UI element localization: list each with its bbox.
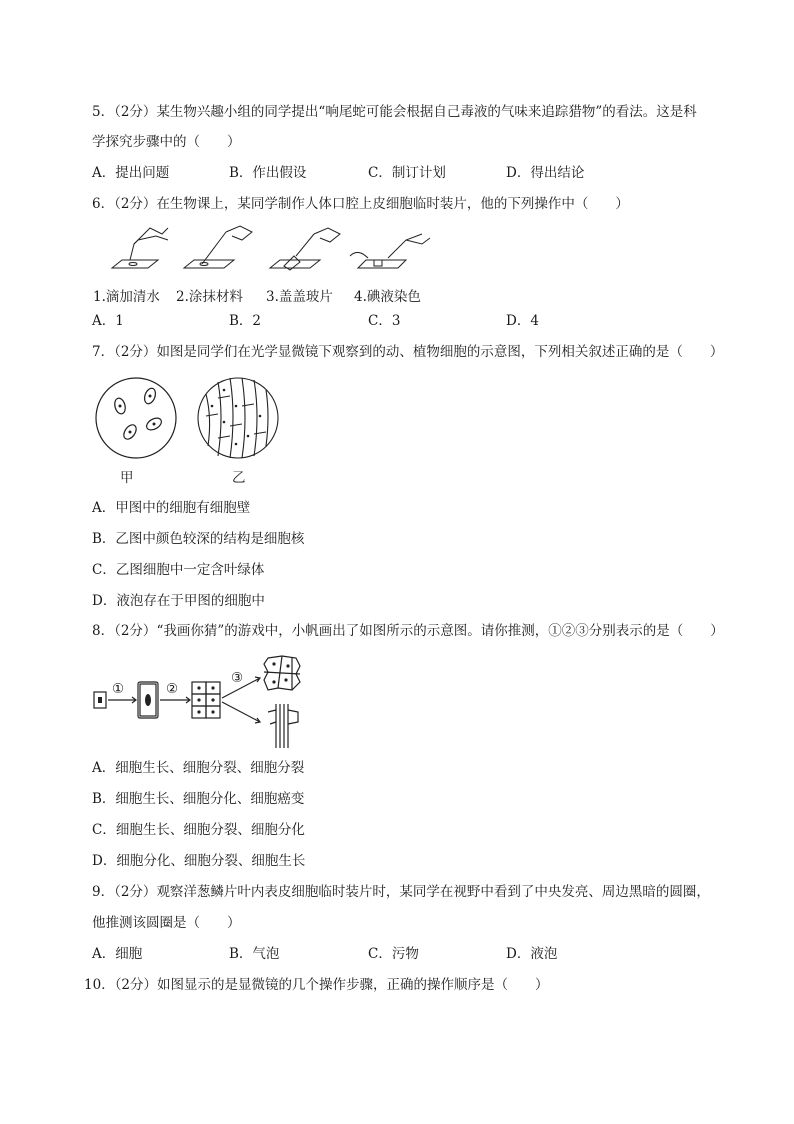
question-score: （2分）: [114, 884, 157, 900]
option-d: D．液泡存在于甲图的细胞中: [92, 593, 265, 609]
question-score: （2分）: [114, 344, 157, 360]
drop-water-illustration: [112, 228, 168, 268]
question-score: （2分）: [114, 196, 157, 212]
process-label-1: ①: [112, 681, 125, 697]
iodine-stain-illustration: [350, 234, 430, 268]
question-text: 观察洋葱鳞片叶内表皮细胞临时装片时，某同学在视野中看到了中央发亮、周边黑暗的圆圈，: [156, 884, 710, 900]
question-10-stem: 10．（2分）如图显示的是显微镜的几个操作步骤，正确的操作顺序是（ ）: [84, 977, 549, 993]
option-a: A．1: [92, 313, 124, 329]
option-d: D．得出结论: [506, 165, 585, 181]
question-number: 8: [92, 623, 101, 639]
coverslip-illustration: [270, 228, 340, 270]
question-text: 如图显示的是显微镜的几个操作步骤，正确的操作顺序是（ ）: [157, 977, 549, 993]
option-d: D．液泡: [506, 946, 558, 962]
question-number: 9: [92, 884, 101, 900]
question-text: 某生物兴趣小组的同学提出“响尾蛇可能会根据自己毒液的气味来追踪猎物”的看法。这是科: [156, 104, 697, 120]
question-text: 如图是同学们在光学显微镜下观察到的动、植物细胞的示意图，下列相关叙述正确的是（ ）: [156, 344, 724, 360]
option-b: B．气泡: [229, 946, 280, 962]
option-b: B．细胞生长、细胞分化、细胞癌变: [92, 791, 305, 807]
question-text: 在生物课上，某同学制作人体口腔上皮细胞临时装片，他的下列操作中（ ）: [156, 196, 629, 212]
option-c: C．污物: [368, 946, 419, 962]
option-a: A．细胞生长、细胞分裂、细胞分裂: [92, 760, 305, 776]
option-a: A．甲图中的细胞有细胞壁: [92, 500, 251, 516]
procedure-caption-2: 2.涂抹材料: [176, 289, 243, 305]
procedure-caption-3: 3.盖盖玻片: [266, 289, 333, 305]
option-c: C．乙图细胞中一定含叶绿体: [92, 562, 265, 578]
question-6-stem: 6．（2分）在生物课上，某同学制作人体口腔上皮细胞临时装片，他的下列操作中（ ）: [92, 196, 629, 212]
smear-material-illustration: [184, 226, 252, 268]
option-d: D．4: [506, 313, 539, 329]
option-c: C．制订计划: [368, 165, 446, 181]
question-5-stem: 5．（2分）某生物兴趣小组的同学提出“响尾蛇可能会根据自己毒液的气味来追踪猎物”的看法。这是科: [92, 104, 697, 120]
question-9-stem: 9．（2分）观察洋葱鳞片叶内表皮细胞临时装片时，某同学在视野中看到了中央发亮、周边黑暗的圆圈，: [92, 884, 710, 900]
animal-cells-circle: [96, 378, 176, 458]
option-c: C．细胞生长、细胞分裂、细胞分化: [92, 822, 305, 838]
figure-label-jia: 甲: [120, 470, 134, 486]
question-7-stem: 7．（2分）如图是同学们在光学显微镜下观察到的动、植物细胞的示意图，下列相关叙述正确的是（ ）: [92, 344, 724, 360]
slide-procedure-figure: [100, 222, 440, 282]
option-a: A．提出问题: [92, 165, 170, 181]
cell-micrograph-figure: [94, 376, 294, 460]
option-a: A．细胞: [92, 946, 143, 962]
question-number: 7: [92, 344, 101, 360]
option-b: B．2: [229, 313, 262, 329]
process-label-3: ③: [231, 670, 244, 686]
procedure-caption-1: 1.滴加清水: [93, 289, 160, 305]
process-label-2: ②: [166, 681, 179, 697]
question-9-stem-cont: 他推测该圆圈是（ ）: [92, 915, 241, 931]
question-5-stem-cont: 学探究步骤中的（ ）: [92, 134, 241, 150]
plant-cells-circle: [198, 378, 278, 458]
option-c: C．3: [368, 313, 401, 329]
procedure-caption-4: 4.碘液染色: [354, 289, 421, 305]
question-score: （2分）: [114, 104, 157, 120]
question-text: “我画你猜”的游戏中，小帆画出了如图所示的示意图。请你推测，①②③分别表示的是（ ）: [156, 623, 724, 639]
cell-process-diagram: [92, 652, 322, 752]
option-d: D．细胞分化、细胞分裂、细胞生长: [92, 853, 306, 869]
question-score: （2分）: [114, 623, 157, 639]
question-number: 6: [92, 196, 101, 212]
question-number: 10: [84, 977, 102, 993]
question-8-stem: 8．（2分）“我画你猜”的游戏中，小帆画出了如图所示的示意图。请你推测，①②③分别表示的是（ ）: [92, 623, 724, 639]
question-number: 5: [92, 104, 101, 120]
option-b: B．乙图中颜色较深的结构是细胞核: [92, 531, 305, 547]
question-score: （2分）: [114, 977, 158, 993]
figure-label-yi: 乙: [232, 470, 246, 486]
option-b: B．作出假设: [229, 165, 307, 181]
